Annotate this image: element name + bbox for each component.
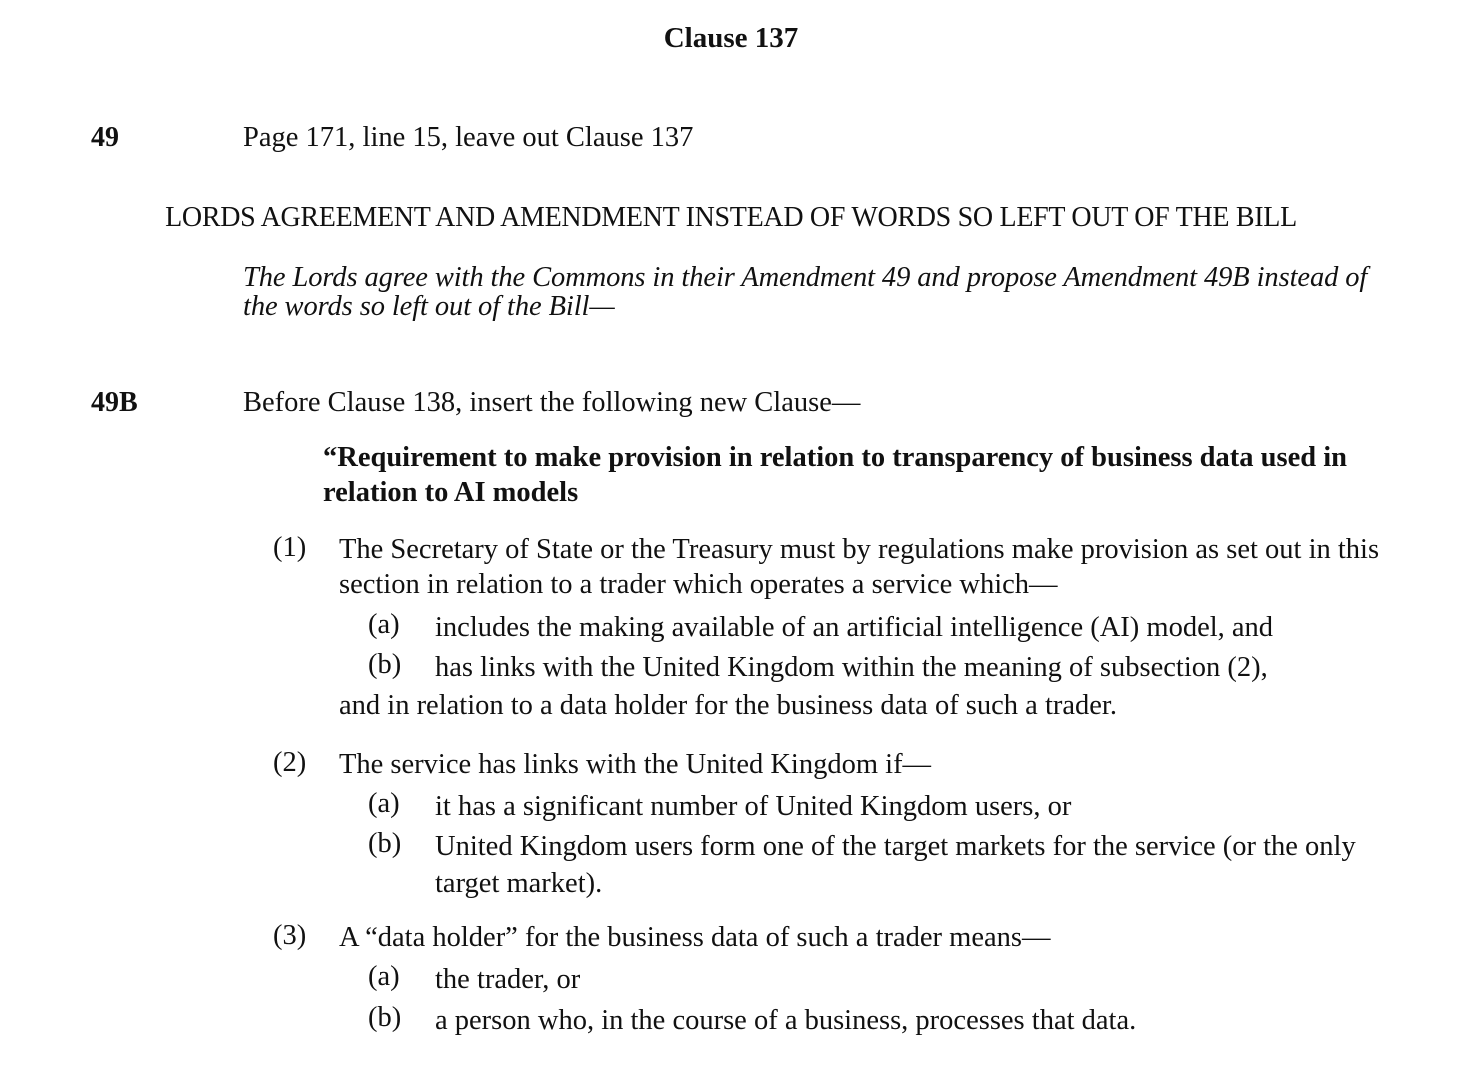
amendment-text: Before Clause 138, insert the following new Clause— (243, 387, 861, 418)
clause-heading: Clause 137 (663, 22, 799, 54)
subsection-text: The service has links with the United Kingdom if— (339, 749, 932, 780)
paragraph-letter: (a) (368, 961, 400, 992)
paragraph-text: United Kingdom users form one of the target markets for the service (or the only target market). (435, 831, 1356, 899)
amendment-number: 49B (91, 387, 138, 418)
subsection-text: A “data holder” for the business data of such a trader means— (339, 922, 1051, 953)
lords-heading: LORDS AGREEMENT AND AMENDMENT INSTEAD OF WORDS SO LEFT OUT OF THE BILL (165, 202, 1297, 233)
paragraph-text: the trader, or (435, 964, 581, 995)
amendment-number: 49 (91, 122, 119, 153)
paragraph-letter: (a) (368, 788, 400, 819)
paragraph-text: a person who, in the course of a business, processes that data. (435, 1005, 1137, 1036)
paragraph-letter: (a) (368, 609, 400, 640)
subsection-number: (2) (273, 747, 307, 778)
paragraph-text: it has a significant number of United Kingdom users, or (435, 791, 1072, 822)
paragraph-letter: (b) (368, 828, 402, 859)
subsection-tail: and in relation to a data holder for the business data of such a trader. (339, 690, 1117, 721)
subsection-text: The Secretary of State or the Treasury must by regulations make provision as set out in this section in relation to a trader which operates a service which— (339, 534, 1380, 600)
new-clause-title: “Requirement to make provision in relation to transparency of business data used in relation to AI models (323, 442, 1347, 508)
paragraph-letter: (b) (368, 649, 402, 680)
lords-note: The Lords agree with the Commons in their Amendment 49 and propose Amendment 49B instead of the words so left out of the Bill— (243, 262, 1368, 322)
amendment-text: Page 171, line 15, leave out Clause 137 (243, 122, 694, 153)
subsection-number: (1) (273, 532, 307, 563)
paragraph-text: has links with the United Kingdom within the meaning of subsection (2), (435, 652, 1268, 683)
subsection-number: (3) (273, 920, 307, 951)
paragraph-letter: (b) (368, 1002, 402, 1033)
paragraph-text: includes the making available of an artificial intelligence (AI) model, and (435, 612, 1274, 643)
